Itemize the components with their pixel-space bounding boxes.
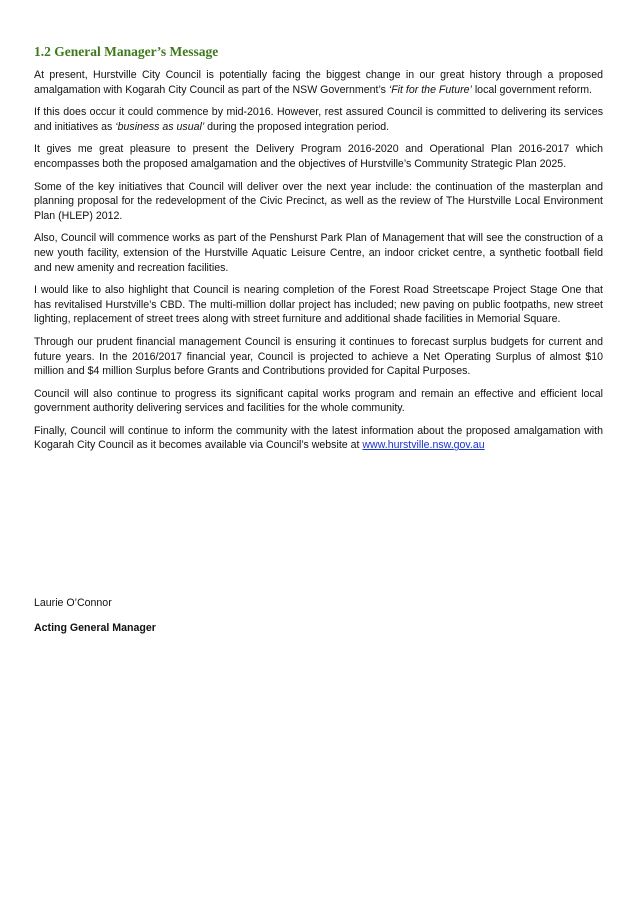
paragraph-9-text: Finally, Council will continue to inform the community with the latest information about the proposed amalgamation with Kogarah City Council as it becomes available via Council’s website at — [34, 424, 603, 452]
paragraph-1-text-b: local government reform. — [471, 83, 592, 96]
paragraph-6: I would like to also highlight that Council is nearing completion of the Forest Road Streetscape Project Stage One that has revitalised Hurstville’s CBD. The multi-million dollar project has included; new paving on public footpaths, new street lighting, replacement of street trees along with street furniture and additional shade facilities in Memorial Square. — [34, 284, 603, 326]
signatory-title: Acting General Manager — [34, 622, 156, 634]
section-heading: 1.2 General Manager’s Message — [34, 44, 219, 59]
paragraph-1-emphasis: ‘Fit for the Future’ — [388, 83, 472, 96]
paragraph-9 — [34, 424, 603, 453]
paragraph-8: Council will also continue to progress its significant capital works program and remain an effective and efficient local government authority delivering services and facilities for the whole community. — [34, 387, 603, 415]
paragraph-2 — [34, 105, 603, 134]
paragraph-2-text-b: during the proposed integration period. — [204, 120, 390, 133]
council-website-link[interactable]: www.hurstville.nsw.gov.au — [362, 439, 485, 452]
paragraph-1-text-a: At present, Hurstville City Council is potentially facing the biggest change in our great history through a proposed amalgamation with Kogarah City Council as part of the NSW Government’s — [34, 69, 603, 96]
paragraph-4: Some of the key initiatives that Council will deliver over the next year include: the continuation of the masterplan and planning proposal for the redevelopment of the Civic Precinct, as well as the review of The Hurstville Local Environment Plan (HLEP) 2012. — [34, 180, 603, 222]
paragraph-7: Through our prudent financial management Council is ensuring it continues to forecast surplus budgets for current and future years. In the 2016/2017 financial year, Council is projected to achieve a Net Operating Surplus of almost $10 million and $4 million Surplus before Grants and Contributions provided for Capital Purposes. — [34, 335, 603, 378]
paragraph-5: Also, Council will commence works as part of the Penshurst Park Plan of Management that will see the construction of a new youth facility, extension of the Hurstville Aquatic Leisure Centre, an indoor cricket centre, a synthetic football field and new amenity and recreation facilities. — [34, 232, 603, 274]
paragraph-3: It gives me great pleasure to present the Delivery Program 2016-2020 and Operational Plan 2016-2017 which encompasses both the proposed amalgamation and the objectives of Hurstville’s Community Strategic Plan 2025. — [34, 143, 603, 170]
message-body — [34, 68, 603, 461]
paragraph-2-text-a: If this does occur it could commence by mid-2016. However, rest assured Council is committed to delivering its services and initiatives as — [34, 106, 603, 133]
paragraph-1 — [34, 68, 603, 97]
signatory-name: Laurie O’Connor — [34, 597, 112, 609]
paragraph-2-emphasis: ‘business as usual’ — [115, 120, 205, 133]
